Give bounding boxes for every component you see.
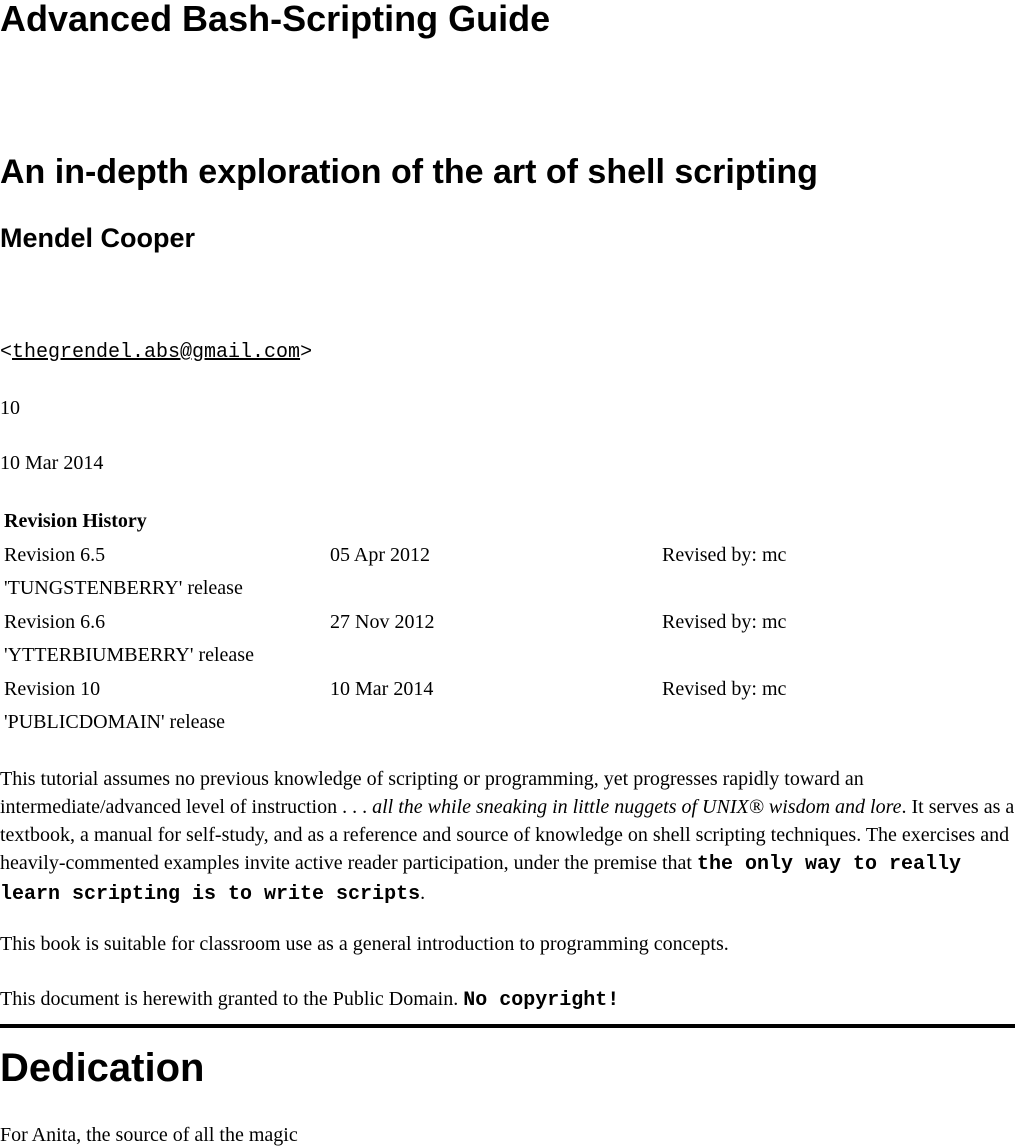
email-link[interactable]: thegrendel.abs@gmail.com xyxy=(12,341,301,364)
no-copyright-code: No copyright! xyxy=(463,989,620,1012)
dedication-heading: Dedication xyxy=(0,1046,205,1090)
revision-number: Revision 6.5 xyxy=(4,543,106,566)
publication-date: 10 Mar 2014 xyxy=(0,452,104,474)
email-open-bracket: < xyxy=(0,341,13,364)
revision-date: 05 Apr 2012 xyxy=(330,543,430,566)
revision-row xyxy=(4,539,786,573)
revision-author: Revised by: mc xyxy=(662,677,787,700)
abstract-code-phrase: the only way to really learn scripting is to write scripts xyxy=(0,853,961,906)
abstract-text-part2: . It serves as a textbook, a manual for self-study, and as a reference and source of knowledge on shell scripting techniques. The exercises and heavily-commented examples invite active reader participation, under the premise that xyxy=(0,796,1015,874)
revision-note: 'TUNGSTENBERRY' release xyxy=(4,577,243,600)
abstract-text-part1: This tutorial assumes no previous knowledge of scripting or programming, yet progresses rapidly toward an intermediate/advanced level of instruction . . . xyxy=(0,768,864,818)
revision-note-row xyxy=(4,706,786,740)
revision-row xyxy=(4,673,786,707)
document-title: Advanced Bash-Scripting Guide xyxy=(0,0,551,39)
edition: 10 xyxy=(0,397,20,419)
revision-note: 'YTTERBIUMBERRY' release xyxy=(4,644,254,667)
abstract-italic-text: all the while sneaking in little nuggets of UNIX® wisdom and lore xyxy=(372,796,902,818)
revision-date: 27 Nov 2012 xyxy=(330,610,435,633)
public-domain-text: This document is herewith granted to the Public Domain. xyxy=(0,988,464,1010)
email-close-bracket: > xyxy=(300,341,313,364)
public-domain-paragraph xyxy=(0,985,619,1015)
revision-history-heading: Revision History xyxy=(4,510,147,533)
revision-history-table xyxy=(4,505,786,740)
revision-author: Revised by: mc xyxy=(662,543,787,566)
abstract-end: . xyxy=(420,882,426,904)
classroom-paragraph: This book is suitable for classroom use as a general introduction to programming concepts. xyxy=(0,933,729,955)
revision-number: Revision 10 xyxy=(4,677,101,700)
revision-note-row xyxy=(4,572,786,606)
dedication-text: For Anita, the source of all the magic xyxy=(0,1124,298,1146)
revision-date: 10 Mar 2014 xyxy=(330,677,434,700)
revision-author: Revised by: mc xyxy=(662,610,787,633)
revision-number: Revision 6.6 xyxy=(4,610,106,633)
section-divider xyxy=(0,1024,1015,1028)
abstract-paragraph xyxy=(0,765,1015,909)
revision-row xyxy=(4,606,786,640)
author-name: Mendel Cooper xyxy=(0,223,196,253)
revision-note-row xyxy=(4,639,786,673)
document-subtitle: An in-depth exploration of the art of shell scripting xyxy=(0,153,818,191)
revision-note: 'PUBLICDOMAIN' release xyxy=(4,711,226,734)
author-email xyxy=(0,341,312,365)
